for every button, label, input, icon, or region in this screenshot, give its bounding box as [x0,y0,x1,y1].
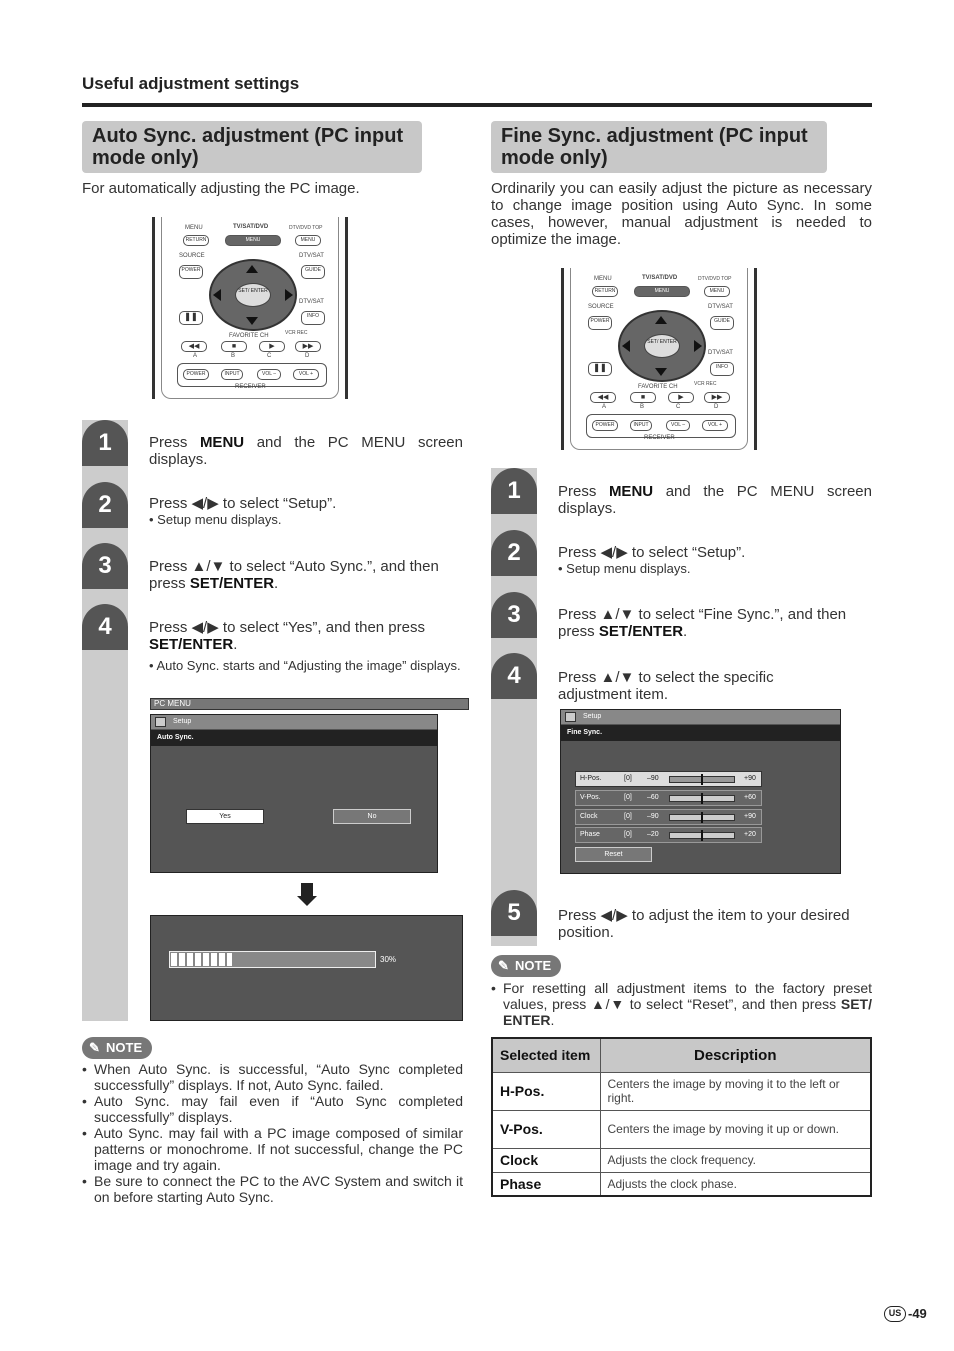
page-number: -49 [908,1306,927,1321]
row-value: [0] [624,794,632,801]
setup-icon [565,712,576,722]
table-cell-item: Phase [492,1172,600,1196]
row-max: +90 [744,775,756,782]
fast-forward-icon: ▶▶ [295,341,321,352]
pc-menu-bar: PC MENU [150,698,469,710]
remote-label: VCR REC [285,330,308,336]
remote-label: MENU [594,276,612,282]
note-item: • For resetting all adjustment items to the factory preset values, press ▲/▼ to select “Reset”, and then press SET/ ENTER. [491,980,872,1028]
remote-vol-minus-button: VOL – [666,420,690,431]
right-arrow-icon [285,289,293,301]
remote-menu-button: MENU [634,286,690,297]
step-2-text: Press ◀/▶ to select “Setup”. [149,495,337,512]
step-number: 4 [82,604,128,650]
row-min: –20 [647,831,659,838]
left-arrow-icon [213,289,221,301]
note-item: • When Auto Sync. is successful, “Auto Sync completed successfully” displays. If not, Auto Sync. failed. [82,1061,463,1093]
up-arrow-icon [246,265,258,273]
table-cell-desc: Centers the image by moving it up or down. [600,1110,871,1148]
table-cell-item: Clock [492,1148,600,1172]
row-value: [0] [624,775,632,782]
table-cell-item: V-Pos. [492,1110,600,1148]
right-notes [491,980,872,1028]
note-badge: ✎ NOTE [82,1037,152,1059]
pause-icon: ❚❚ [588,362,612,376]
play-icon: ▶ [259,341,285,352]
remote-label: DTV/SAT [299,299,324,305]
remote-label: DTV/DVD TOP [698,276,732,282]
remote-vol-minus-button: VOL – [257,369,281,380]
row-max: +20 [744,831,756,838]
table-cell-item: H-Pos. [492,1072,600,1110]
step-number: 4 [491,653,537,699]
row-min: –60 [647,794,659,801]
down-arrow-icon [246,317,258,325]
remote-menu-button: MENU [225,235,281,246]
table-row [492,1172,871,1196]
table-header: Selected item [492,1038,600,1072]
row-name: Clock [580,813,598,820]
remote-menu-button-2: MENU [704,286,730,297]
up-arrow-icon [655,316,667,324]
description-table [491,1037,872,1197]
row-value: [0] [624,813,632,820]
arrow-down-head-icon [297,896,317,906]
remote-label: MENU [185,225,203,231]
row-slider [669,795,735,802]
adjust-row-clock [575,809,762,825]
progress-screen [150,915,463,1021]
remote-guide-button: GUIDE [301,265,325,279]
remote-power-button: POWER [179,265,203,279]
region-badge: US [884,1306,906,1322]
pencil-icon: ✎ [498,958,509,973]
left-arrow-icon [622,340,630,352]
remote-vol-plus-button: VOL + [702,420,728,431]
step-4-text: Press ◀/▶ to select “Yes”, and then press SET/ENTER. [149,619,425,653]
remote-label: A [602,404,607,410]
remote-return-button: RETURN [183,235,209,246]
right-arrow-icon [694,340,702,352]
remote-label: FAVORITE CH [638,384,678,390]
remote-info-button: INFO [301,311,325,325]
remote-label: C [267,353,272,359]
rewind-icon: ◀◀ [590,392,616,403]
slider-thumb [701,793,703,804]
right-intro: Ordinarily you can easily adjust the picture as necessary to change image position using Auto Sync. In some cases, however, manual adjustment is needed to optimize the image. [491,180,872,248]
row-name: H-Pos. [580,775,602,782]
section-title: Useful adjustment settings [82,74,300,93]
table-cell-desc: Centers the image by moving it to the left or right. [600,1072,871,1110]
setup-tab: Setup [151,715,437,729]
auto-sync-item: Auto Sync. [151,730,437,746]
pencil-icon: ✎ [89,1040,100,1055]
fine-sync-item: Fine Sync. [561,725,840,741]
note-item: • Be sure to connect the PC to the AVC System and switch it on before starting Auto Sync. [82,1173,463,1205]
step-2-bullet: • Setup menu displays. [558,561,691,576]
pause-icon: ❚❚ [179,311,203,325]
slider-thumb [701,774,703,785]
reset-button: Reset [575,847,652,862]
fine-sync-screen [560,709,841,874]
stop-icon: ■ [221,341,247,352]
arrow-down-icon [301,883,313,897]
remote-input-button: INPUT [221,369,243,380]
remote-label: DTV/SAT [708,350,733,356]
table-row [492,1072,871,1110]
play-icon: ▶ [668,392,694,403]
step-number: 2 [491,530,537,576]
step-number: 1 [491,468,537,514]
remote-label: D [714,404,719,410]
row-min: –90 [647,775,659,782]
row-max: +90 [744,813,756,820]
left-notes [82,1061,463,1205]
progress-bar [169,951,376,968]
remote-power-button: POWER [588,316,612,330]
step-number: 2 [82,482,128,528]
right-title: Fine Sync. adjustment (PC input mode only) [491,121,827,173]
step-2-text: Press ◀/▶ to select “Setup”. [558,544,746,561]
remote-label: RECEIVER [644,435,675,441]
step-1-text: Press MENU and the PC MENU screen displays. [149,434,463,468]
remote-power2-button: POWER [592,420,618,431]
remote-label: TV/SAT/DVD [233,224,269,230]
row-min: –90 [647,813,659,820]
remote-return-button: RETURN [592,286,618,297]
row-max: +60 [744,794,756,801]
remote-label: DTV/SAT [299,253,324,259]
slider-thumb [701,812,703,823]
row-value: [0] [624,831,632,838]
setup-tab: Setup [561,710,840,724]
remote-menu-button-2: MENU [295,235,321,246]
step-number: 3 [82,543,128,589]
adjust-row-phase [575,827,762,843]
adjust-row-hpos [575,771,762,787]
left-title: Auto Sync. adjustment (PC input mode only) [82,121,422,173]
remote-label: B [231,353,236,359]
table-row [492,1110,871,1148]
row-slider [669,776,735,783]
row-slider [669,832,735,839]
remote-label: DTV/SAT [708,304,733,310]
step-number: 5 [491,890,537,936]
remote-set-enter: SET/ ENTER [644,334,680,358]
remote-label: TV/SAT/DVD [642,275,678,281]
remote-power2-button: POWER [183,369,209,380]
setup-icon [155,717,166,727]
stop-icon: ■ [630,392,656,403]
remote-illustration-left [152,217,348,399]
remote-illustration-right [561,268,757,450]
step-2-bullet: • Setup menu displays. [149,512,282,527]
note-item: • Auto Sync. may fail even if “Auto Sync completed successfully” displays. [82,1093,463,1125]
adjust-row-vpos [575,790,762,806]
step-3-text: Press ▲/▼ to select “Fine Sync.”, and then press SET/ENTER. [558,606,847,640]
table-cell-desc: Adjusts the clock frequency. [600,1148,871,1172]
remote-label: D [305,353,310,359]
remote-label: VCR REC [694,381,717,387]
remote-label: DTV/DVD TOP [289,225,323,231]
remote-label: FAVORITE CH [229,333,269,339]
step-3-text: Press ▲/▼ to select “Auto Sync.”, and then press SET/ENTER. [149,558,439,592]
step-number: 3 [491,592,537,638]
yes-button: Yes [186,809,264,824]
note-item: • Auto Sync. may fail with a PC image composed of similar patterns or monochrome. If not successful, change the PC image and try again. [82,1125,463,1173]
progress-label: 30% [380,955,397,964]
step-5-text: Press ◀/▶ to adjust the item to your desired position. [558,907,850,941]
row-name: V-Pos. [580,794,601,801]
left-intro: For automatically adjusting the PC image. [82,180,360,197]
remote-label: SOURCE [179,253,205,259]
remote-label: A [193,353,198,359]
table-header: Description [600,1038,871,1072]
remote-label: C [676,404,681,410]
remote-label: RECEIVER [235,384,266,390]
no-button: No [333,809,411,824]
fast-forward-icon: ▶▶ [704,392,730,403]
remote-set-enter: SET/ ENTER [235,283,271,307]
remote-label: SOURCE [588,304,614,310]
remote-vol-plus-button: VOL + [293,369,319,380]
header-rule [82,103,872,107]
remote-info-button: INFO [710,362,734,376]
row-slider [669,814,735,821]
table-row [492,1148,871,1172]
slider-thumb [701,830,703,841]
step-4-text: Press ▲/▼ to select the specific adjustment item. [558,669,774,703]
step-number: 1 [82,420,128,466]
step-1-text: Press MENU and the PC MENU screen displays. [558,483,872,517]
table-cell-desc: Adjusts the clock phase. [600,1172,871,1196]
note-badge: ✎ NOTE [491,955,561,977]
progress-fill [171,953,232,966]
rewind-icon: ◀◀ [181,341,207,352]
auto-sync-screen [150,714,438,873]
down-arrow-icon [655,368,667,376]
row-name: Phase [580,831,600,838]
remote-label: B [640,404,645,410]
remote-guide-button: GUIDE [710,316,734,330]
step-4-bullet: • Auto Sync. starts and “Adjusting the image” displays. [149,658,461,673]
remote-input-button: INPUT [630,420,652,431]
